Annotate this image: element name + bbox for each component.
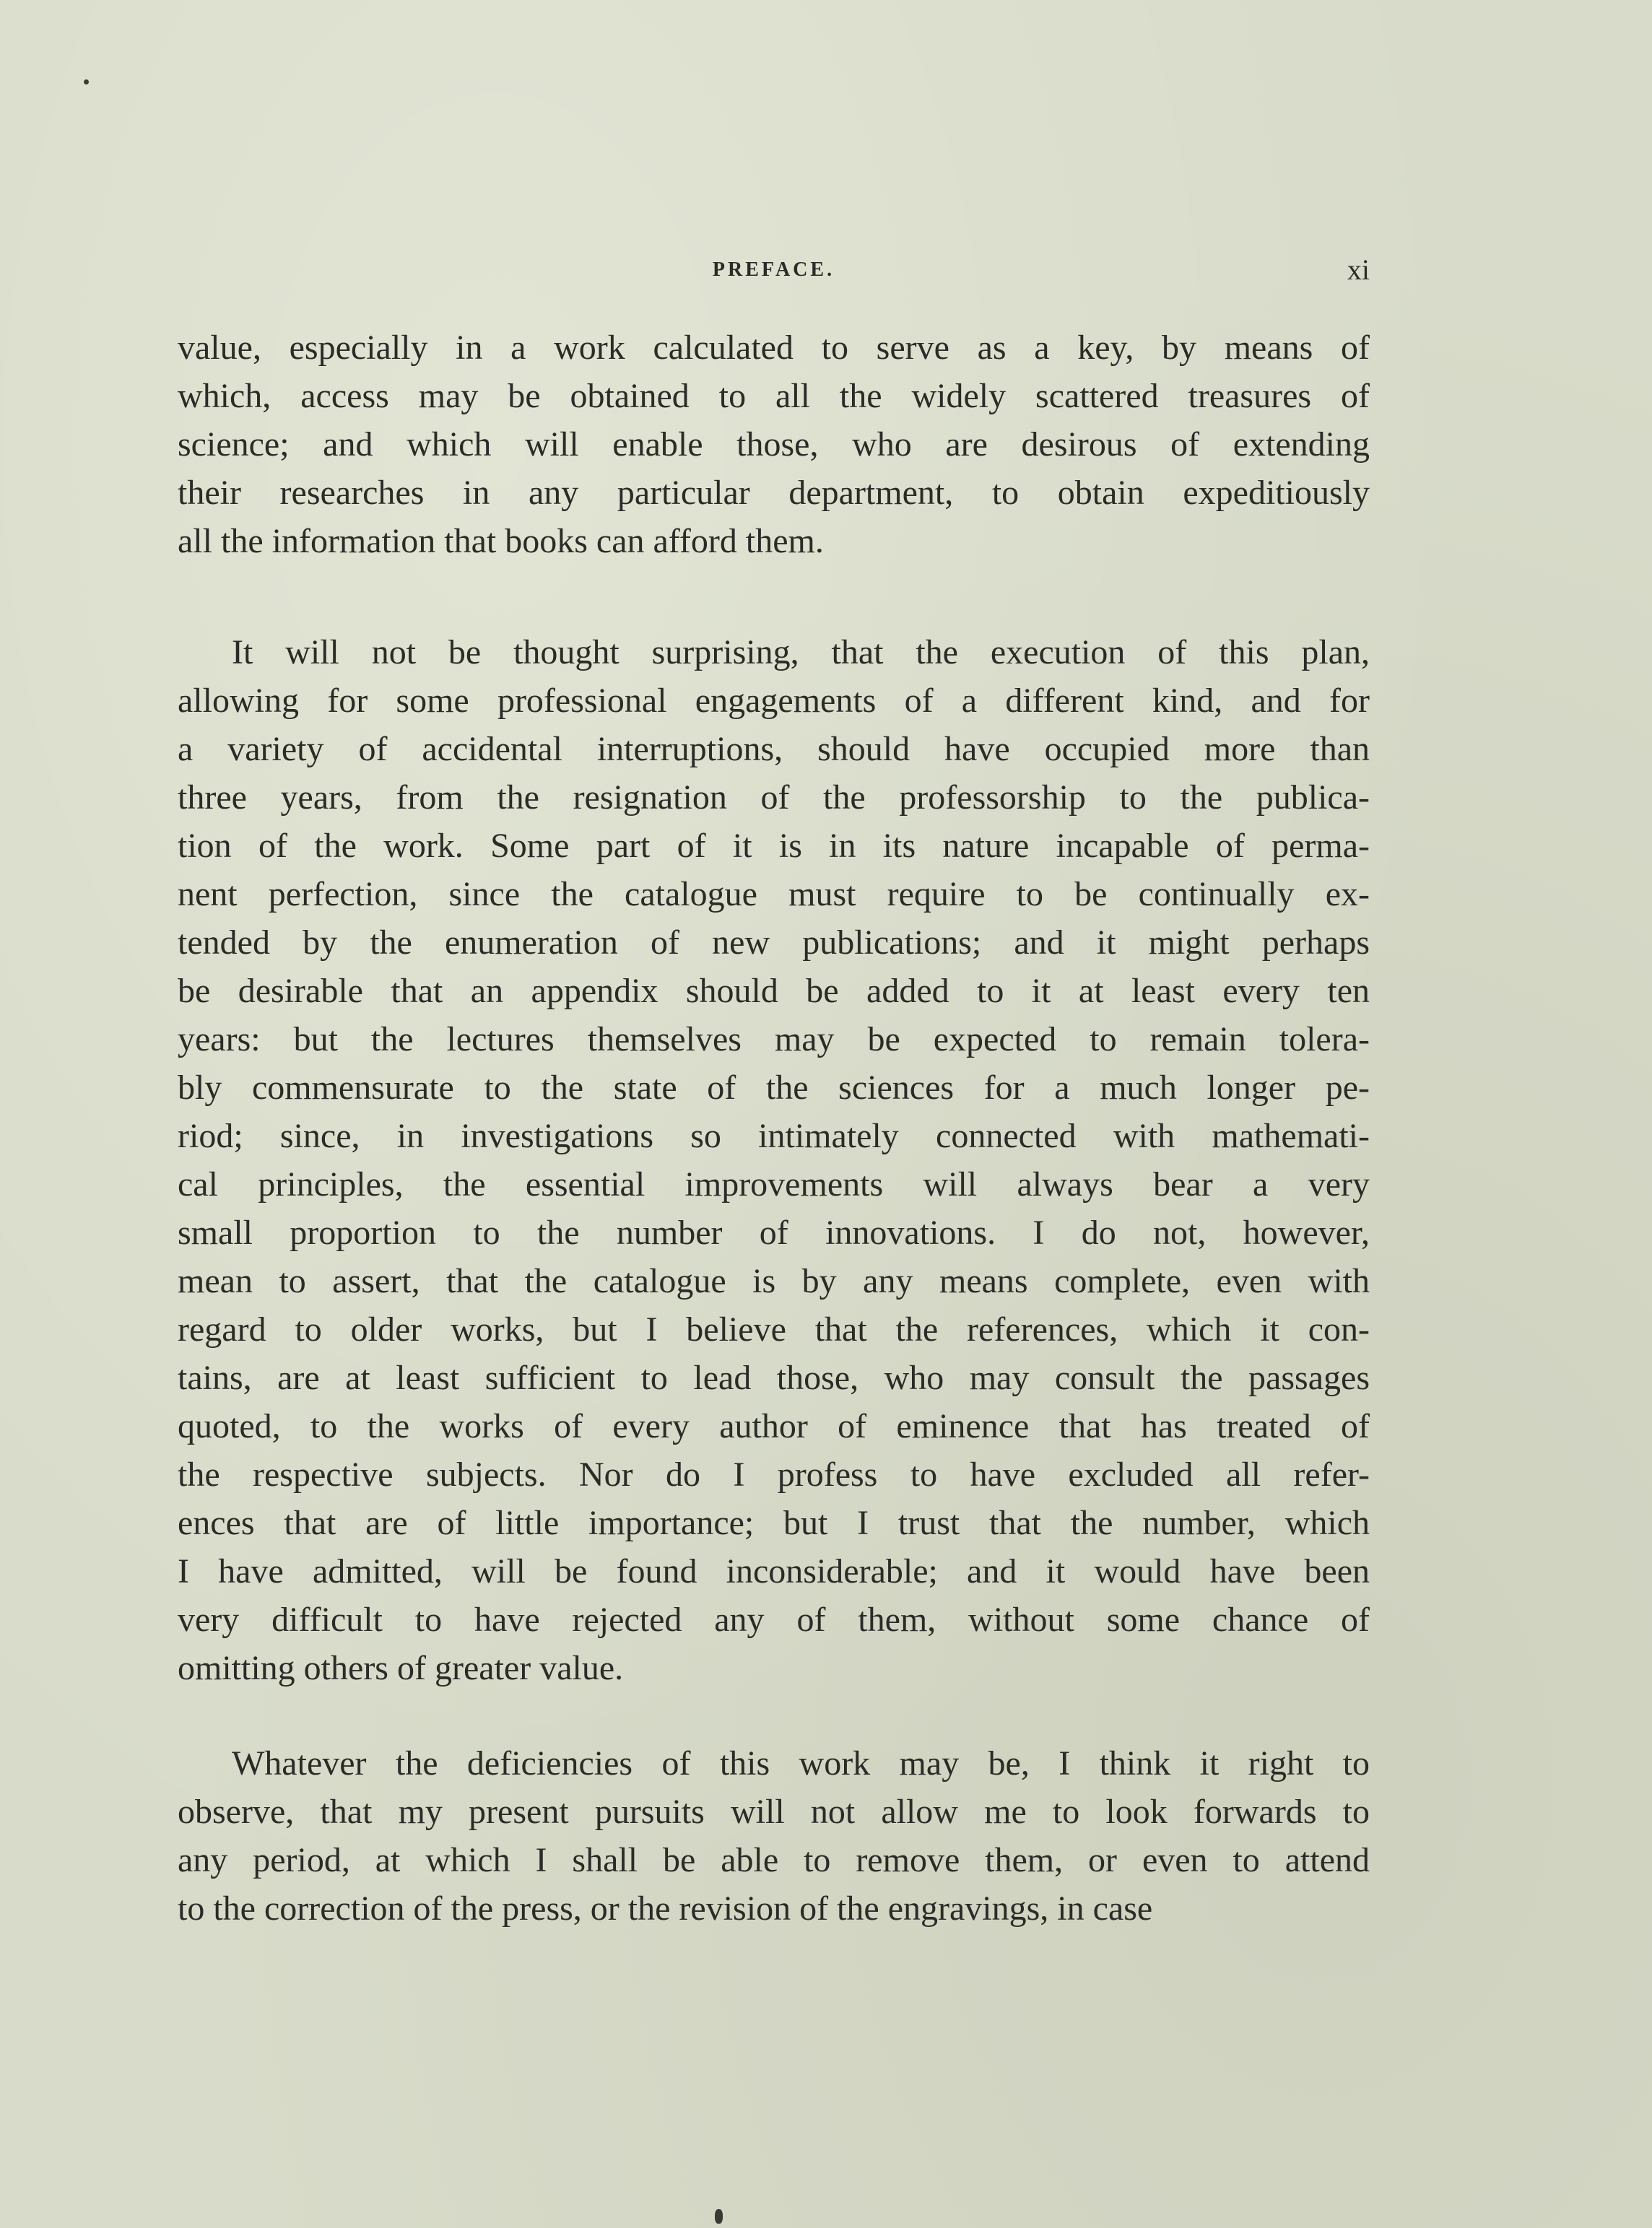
paragraph-1: [178, 323, 1370, 565]
text-line: tains, are at least sufficient to lead those, who may consult the passages: [178, 1359, 1370, 1397]
page-number: xi: [1347, 253, 1370, 286]
text-line: science; and which will enable those, who are desirous of extending: [178, 425, 1370, 464]
text-line: Whatever the deficiencies of this work may be, I think it right to: [232, 1744, 1370, 1783]
text-line: ences that are of little importance; but I trust that the number, which: [178, 1504, 1370, 1542]
text-line: the respective subjects. Nor do I profess to have excluded all refer-: [178, 1455, 1370, 1494]
text-line: mean to assert, that the catalogue is by any means complete, even with: [178, 1262, 1370, 1300]
text-line: I have admitted, will be found inconsiderable; and it would have been: [178, 1552, 1370, 1591]
text-line: any period, at which I shall be able to remove them, or even to attend: [178, 1841, 1370, 1879]
text-line: be desirable that an appendix should be added to it at least every ten: [178, 972, 1370, 1010]
text-line: quoted, to the works of every author of eminence that has treated of: [178, 1407, 1370, 1445]
text-line: cal principles, the essential improvements will always bear a very: [178, 1165, 1370, 1204]
text-line: nent perfection, since the catalogue must require to be continually ex-: [178, 875, 1370, 913]
text-line: value, especially in a work calculated to serve as a key, by means of: [178, 328, 1370, 367]
text-line: observe, that my present pursuits will not allow me to look forwards to: [178, 1793, 1370, 1831]
paragraph-3: [178, 1739, 1370, 1933]
text-line: small proportion to the number of innovations. I do not, however,: [178, 1214, 1370, 1252]
text-line: a variety of accidental interruptions, should have occupied more than: [178, 730, 1370, 768]
text-line: bly commensurate to the state of the sciences for a much longer pe-: [178, 1069, 1370, 1107]
text-line: to the correction of the press, or the revision of the engravings, in case: [178, 1889, 1153, 1928]
text-line: three years, from the resignation of the professorship to the publica-: [178, 778, 1370, 817]
text-line: years: but the lectures themselves may be expected to remain tolera-: [178, 1020, 1370, 1058]
text-line: all the information that books can afford them.: [178, 522, 824, 560]
text-line: riod; since, in investigations so intimately connected with mathemati-: [178, 1117, 1370, 1155]
text-line: which, access may be obtained to all the widely scattered treasures of: [178, 377, 1370, 415]
text-line: omitting others of greater value.: [178, 1649, 624, 1687]
text-line: tion of the work. Some part of it is in its nature incapable of perma-: [178, 827, 1370, 865]
text-line: allowing for some professional engagements of a different kind, and for: [178, 682, 1370, 720]
text-line: It will not be thought surprising, that the execution of this plan,: [232, 633, 1370, 671]
text-line: tended by the enumeration of new publications; and it might perhaps: [178, 923, 1370, 962]
text-line: very difficult to have rejected any of them, without some chance of: [178, 1601, 1370, 1639]
page-header: [178, 253, 1370, 286]
text-line: their researches in any particular department, to obtain expeditiously: [178, 474, 1370, 512]
paper-speck: [84, 79, 89, 84]
paper-speck: [715, 2209, 723, 2224]
text-line: regard to older works, but I believe that the references, which it con-: [178, 1310, 1370, 1349]
paragraph-2: [178, 628, 1370, 1692]
running-title: PREFACE.: [712, 258, 835, 281]
